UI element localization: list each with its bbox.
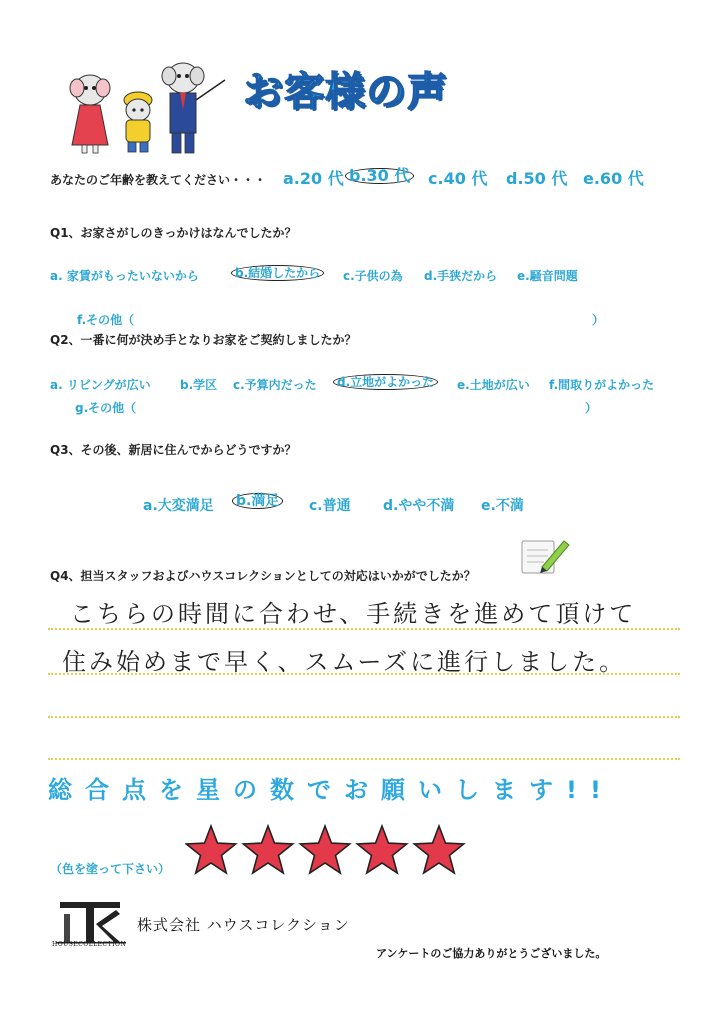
answer-rule xyxy=(48,628,680,630)
answer-rule xyxy=(48,673,680,675)
q3-question: Q3、その後、新居に住んでからどうですか？ xyxy=(50,443,297,457)
q1-option-f-close: ） xyxy=(592,313,605,327)
q1-option-a: a. 家賃がもったいないから xyxy=(50,269,199,283)
q1-option-e: e.騒音問題 xyxy=(517,269,578,283)
q4-question: Q4、担当スタッフおよびハウスコレクションとしての対応はいかがでしたか？ xyxy=(50,569,476,583)
q1-option-f: f.その他（ xyxy=(77,313,135,327)
age-option-c: c.40 代 xyxy=(428,169,488,188)
q2-option-c: c.予算内だった xyxy=(233,378,317,392)
selected-circle: d.立地がよかった xyxy=(333,374,438,390)
age-question: あなたのご年齢を教えてください・・・ xyxy=(50,173,267,187)
q3-option-b xyxy=(232,493,283,509)
q1-option-d: d.手狭だから xyxy=(424,269,498,283)
answer-rule xyxy=(48,758,680,760)
rating-star-icon xyxy=(243,826,292,873)
age-option-e: e.60 代 xyxy=(583,169,644,188)
q1-option-b xyxy=(231,265,324,281)
q2-option-g: g.その他（ xyxy=(75,401,137,415)
rating-star-icon xyxy=(300,826,349,873)
selected-circle: b.満足 xyxy=(232,493,283,509)
rating-note: （色を塗って下さい） xyxy=(50,862,171,876)
age-option-d: d.50 代 xyxy=(506,169,568,188)
page-title: お客様の声 xyxy=(243,69,448,115)
rating-star-icon xyxy=(186,826,235,873)
rating-banner: 総合点を星の数でお願いします!! xyxy=(48,776,614,804)
q2-option-b: b.学区 xyxy=(180,378,218,392)
logo-text: HOUSECOLLECTION xyxy=(52,941,127,948)
answer-rule xyxy=(48,716,680,718)
age-option-b xyxy=(345,166,414,185)
q2-option-e: e.土地が広い xyxy=(457,378,530,392)
selected-circle: b.30 代 xyxy=(345,168,414,184)
q4-answer-line-1: こちらの時間に合わせ、手続きを進めて頂けて xyxy=(70,600,637,628)
q3-option-d: d.やや不満 xyxy=(383,498,455,514)
mascot-illustration xyxy=(60,60,230,155)
rating-star-icon xyxy=(414,826,463,873)
q1-option-c: c.子供の為 xyxy=(343,269,403,283)
age-option-a: a.20 代 xyxy=(283,169,344,188)
company-name: 株式会社 ハウスコレクション xyxy=(137,916,350,934)
q2-option-f: f.間取りがよかった xyxy=(549,378,655,392)
q2-option-g-close: ） xyxy=(585,401,598,415)
q1-question: Q1、お家さがしのきっかけはなんでしたか？ xyxy=(50,226,297,240)
q3-option-c: c.普通 xyxy=(309,498,351,514)
thanks-message: アンケートのご協力ありがとうございました。 xyxy=(376,947,607,960)
selected-circle: b.結婚したから xyxy=(231,265,324,281)
q4-answer-line-2: 住み始めまで早く、スムーズに進行しました。 xyxy=(62,648,627,676)
q2-question: Q2、一番に何が決め手となりお家をご契約しましたか？ xyxy=(50,333,357,347)
q3-option-a: a.大変満足 xyxy=(143,498,214,514)
q2-option-d xyxy=(333,374,438,390)
q2-option-a: a. リビングが広い xyxy=(50,378,151,392)
memo-pencil-icon xyxy=(520,535,570,577)
star-rating xyxy=(185,822,475,878)
rating-star-icon xyxy=(357,826,406,873)
q3-option-e: e.不満 xyxy=(481,498,524,514)
